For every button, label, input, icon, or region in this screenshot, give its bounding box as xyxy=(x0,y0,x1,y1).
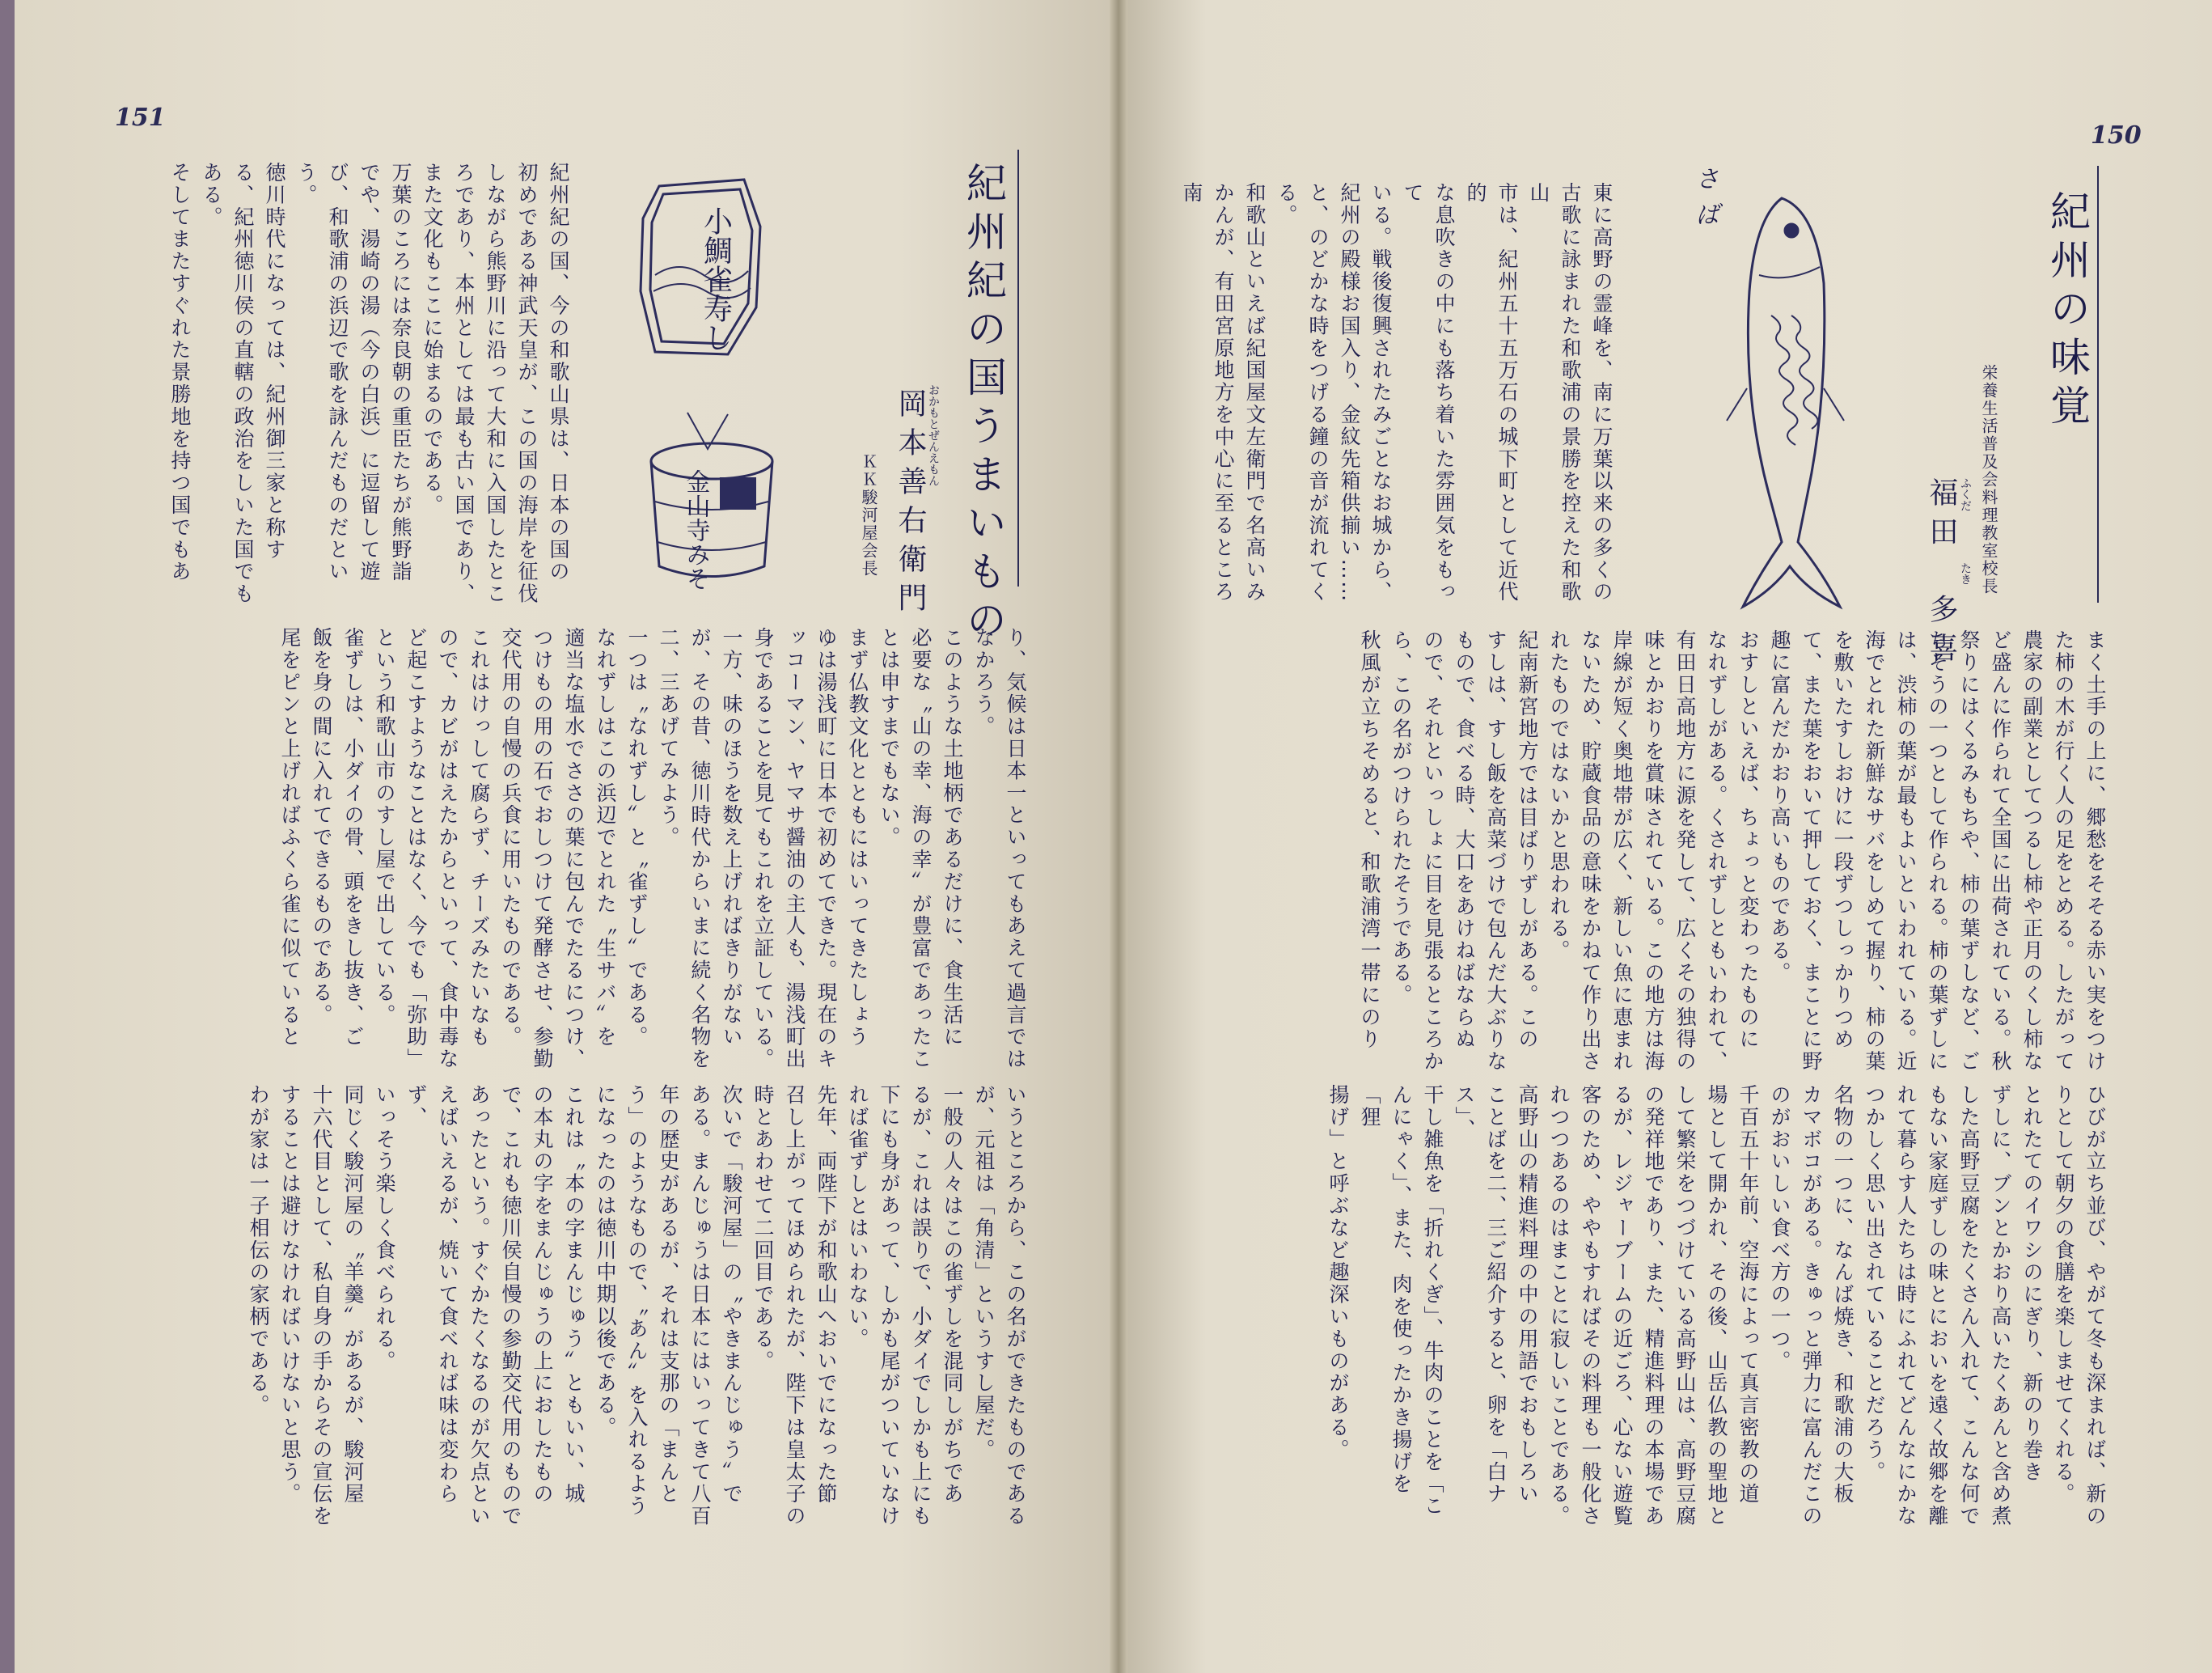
right-author-name: 福田 多喜 xyxy=(1925,477,1958,671)
left-author-name: 岡本善右衛門 xyxy=(894,388,927,621)
illustration-label-kinzanji: 金山寺みそ xyxy=(681,469,710,591)
right-author-ruby-2: たき xyxy=(1959,562,1972,585)
kodai-suzume-zushi-illustration xyxy=(631,170,768,364)
kinzanji-miso-illustration xyxy=(639,404,785,591)
right-author-role: 栄養生活普及会料理教室校長 xyxy=(1979,364,1998,595)
left-author-role: ＫＫ駿河屋会長 xyxy=(859,453,878,578)
title-rule-right xyxy=(2097,166,2099,603)
left-author-ruby: おかもとぜんえもん xyxy=(927,384,940,486)
page-number-right: 150 xyxy=(2091,121,2142,150)
title-rule-left xyxy=(1017,150,1019,587)
right-lower-text: ひびが立ち並び、やがて冬も深まれば、新の りとして朝夕の食膳を楽しませてくれる。 とれたてのイワシのにぎり、新のり巻き ずしに、ブンとかおり高いたくあんと含め煮 した高野豆腐をたくさん入れて、こんな何で もない家庭ずしの味とにおいを遠く故郷を離 れて暮らす人たちは時にふれてどんなにかな つかしく思い出されていることだろう。 名物の一つに、なんば焼き、和歌浦の大板 カマボコがある。きゅっと弾力に富んだこの のがおいしい食べ方の一つ。 千百五十年前、空海によって真言密教の道 場として開かれ、その後、山岳仏教の聖地と して繁栄をつづけている高野山は、高野豆腐 の発祥地であり、また、精進料理の本場であ るが、レジャーブームの近ごろ、心ない遊覧 客のため、ややもすればその料理も一般化さ れつつあるのはまことに寂しいことである。 高野山の精進料理の中の用語でおもしろい ことばを二、三ご紹介すると、卵を「白ナス」、 干し雑魚を「折れくぎ」、牛肉のことを「こ んにゃく」、また、肉を使ったかき揚げを「狸 揚げ」と呼ぶなど趣深いものがある。 xyxy=(1326,1084,2107,1527)
right-middle-text: まく土手の上に、郷愁をそそる赤い実をつけ た柿の木が行く人の足をとめる。したがって 農家の副業としてつるし柿や正月のくし柿な ど盛んに作られて全国に出荷されている。秋 祭りにはくるみもちや、柿の葉ずしなど、ご ちそうの一つとして作られる。柿の葉ずしに は、渋柿の葉が最もよいといわれている。近 海でとれた新鮮なサバをしめて握り、柿の葉 を敷いたすしおけに一段ずつしっかりつめ て、また葉をおいて押しておく、まことに野 趣に富んだかおり高いものである。 おすしといえば、ちょっと変わったものに なれずしがある。くされずしともいわれて、 有田日高地方に源を発して、広くその独得の 味とかおりを賞味されている。この地方は海 岸線が短く奥地帯が広く、新しい魚に恵まれ ないため、貯蔵食品の意味をかねて作り出さ れたものではないかと思われる。 紀南新宮地方では目ばりずしがある。この すしは、すし飯を高菜づけで包んだ大ぶりな もので、食べる時、大口をあけねばならぬ ので、それといっしょに目を見張るところか ら、この名がつけられたそうである。 秋風が立ちそめると、和歌浦湾一帯にのり xyxy=(1358,629,2107,1073)
saba-label: さば xyxy=(1690,166,1719,237)
left-lower-text: いうところから、この名ができたものである が、元祖は「角清」というすし屋だ。 一般の人々はこの雀ずしを混同しがちであ るが、これは誤りで、小ダイでしかも上にも 下にも身があって、しかも尾がついていなけ れば雀ずしとはいわない。 先年、両陛下が和歌山へおいでになった節 召し上がってほめられたが、陛下は皇太子の 時とあわせて二回目である。 次いで「駿河屋」の〝やきまんじゅう〟で ある。まんじゅうは日本にはいってきて八百 年の歴史があるが、それは支那の「まんと う」のようなもので、〝あん〟を入れるよう になったのは徳川中期以後である。 これは〝本の字まんじゅう〟ともいい、城 の本丸の字をまんじゅうの上におしたもの で、これも徳川侯自慢の参勤交代用のもので あったという。すぐかたくなるのが欠点とい えばいえるが、焼いて食べれば味は変わらず、 いっそう楽しく食べられる。 同じく駿河屋の〝羊羹〟があるが、駿河屋 十六代目として、私自身の手からその宣伝を することは避けなければいけないと思う。 わが家は一子相伝の家柄である。 xyxy=(247,1084,1027,1527)
illustration-label-kodai: 小鯛雀寿し xyxy=(699,206,733,352)
left-article-title: 紀州紀の国うまいもの xyxy=(960,162,1007,647)
saba-fish-illustration xyxy=(1711,186,1856,623)
left-upper-text: 紀州紀の国、今の和歌山県は、日本の国の 初めである神武天皇が、この国の海岸を征伐 しながら熊野川に沿って大和に入国したとこ ろであり、本州としては最も古い国であり、 また文化もここに始まるのである。 万葉のころには奈良朝の重臣たちが熊野詣 でや、湯崎の湯（今の白浜）に逗留して遊 び、和歌浦の浜辺で歌を詠んだものだという。 徳川時代になっては、紀州御三家と称す る、紀州徳川侯の直轄の政治をしいた国でも ある。 そしてまたすぐれた景勝地を持つ国でもあ xyxy=(168,162,570,605)
book-gutter xyxy=(1110,0,1127,1673)
right-article-title: 紀州の味覚 xyxy=(2044,190,2091,433)
page-number-left: 151 xyxy=(115,104,166,132)
left-middle-text: り、気候は日本一といってもあえて過言では なかろう。 このような土地柄であるだけに、食生活に 必要な〝山の幸、海の幸〟が豊富であったこ とは申すまでもない。 まず仏教文化とともにはいってきたしょう ゆは湯浅町に日本で初めてできた。現在のキ ッコーマン、ヤマサ醤油の主人も、湯浅町出 身であることを見てもこれを立証している。 一方、味のほうを数え上げればきりがない が、その昔、徳川時代からいまに続く名物を 二、三あげてみよう。 一つは〝なれずし〟と〝雀ずし〟である。 なれずしはこの浜辺でとれた〝生サバ〟を 適当な塩水でささの葉に包んでたるにつけ、 つけもの用の石でおしつけて発酵させ、参勤 交代用の自慢の兵食に用いたものである。 これはけっして腐らず、チーズみたいなも ので、カビがはえたからといって、食中毒な ど起こすようなことはなく、今でも「弥助」 という和歌山市のすし屋で出している。 雀ずしは、小ダイの骨、頭をきし抜き、ご 飯を身の間に入れてできるものである。 尾をピンと上げればふくら雀に似ていると xyxy=(278,627,1027,1070)
right-author-ruby-1: ふくだ xyxy=(1959,477,1972,511)
right-upper-text: 東に高野の霊峰を、南に万葉以来の多くの 古歌に詠まれた和歌浦の景勝を控えた和歌山 市は、紀州五十五万石の城下町として近代的 な息吹きの中にも落ち着いた雰囲気をもって いる。戦後復興されたみごとなお城から、 紀州の殿様お国入り、金紋先箱供揃い…… と、のどかな時をつげる鐘の音が流れてくる。 和歌山といえば紀国屋文左衛門で名高いみ かんが、有田宮原地方を中心に至るところ南 xyxy=(1180,182,1614,604)
